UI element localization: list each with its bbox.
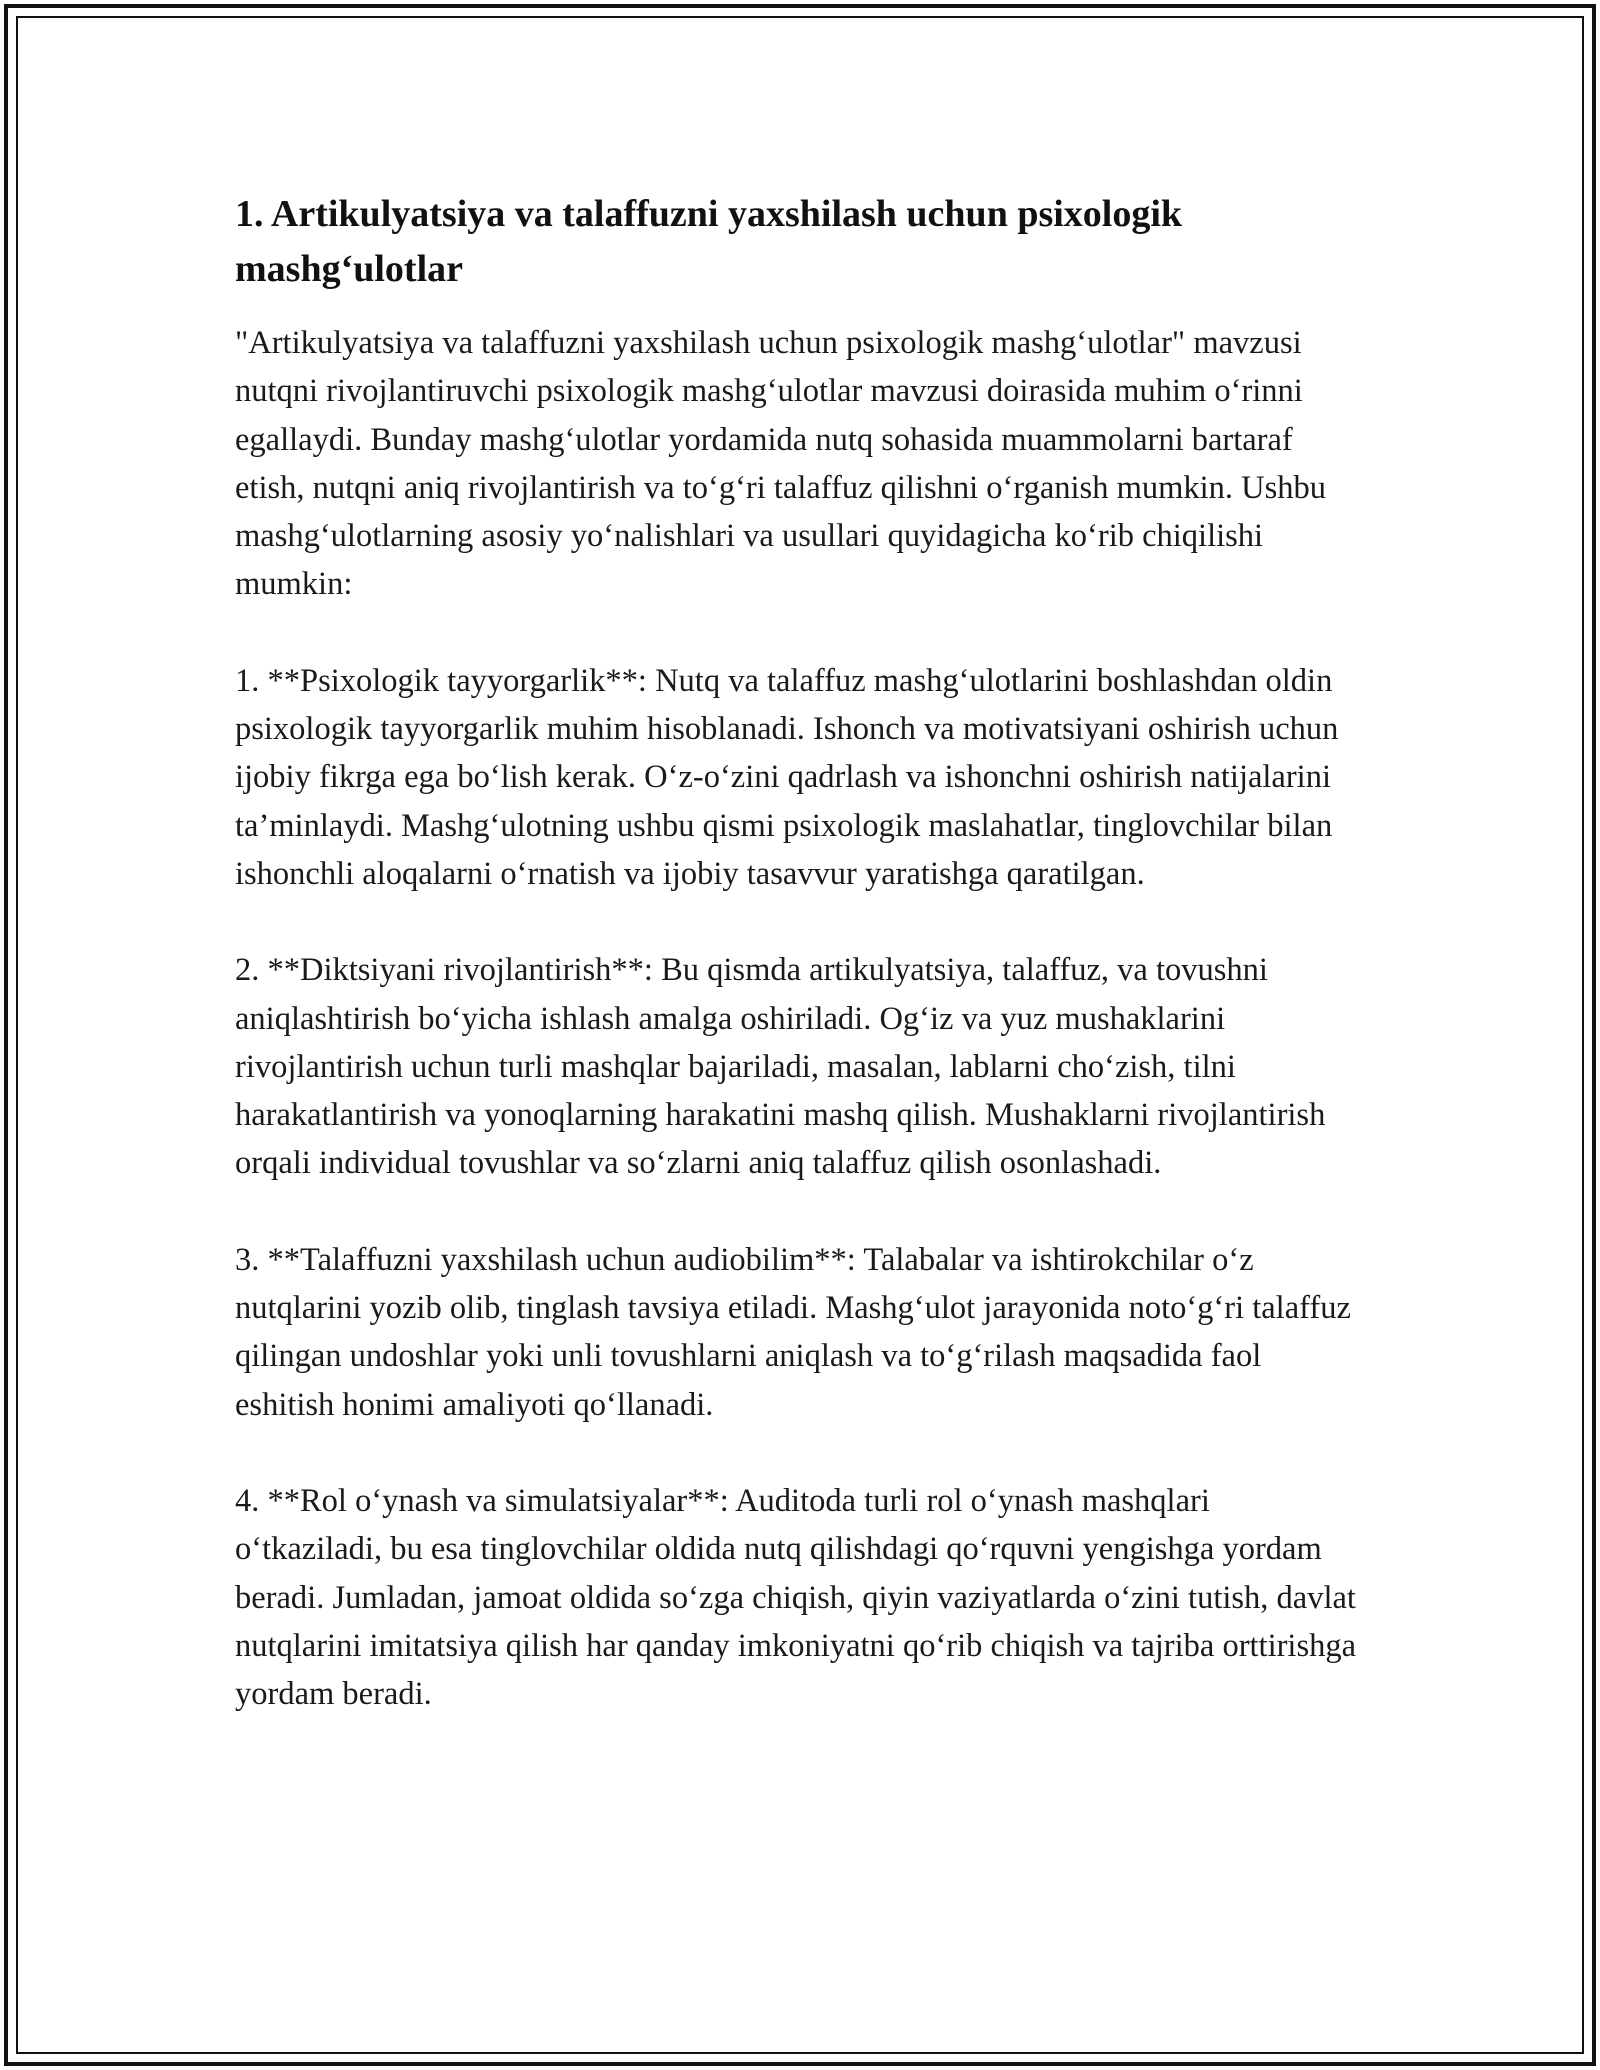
list-item-psixologik-tayyorgarlik: 1. **Psixologik tayyorgarlik**: Nutq va talaffuz mashg‘ulotlarini boshlashdan oldin psixologik tayyorgarlik muhim hisoblanadi. Ishonch va motivatsiyani oshirish uchun ijobiy fikrga ega bo‘lish kerak. O‘z-o‘zini qadrlash va ishonchni oshirish natijalarini ta’minlaydi. Mashg‘ulotning ushbu qismi psixologik maslahatlar, tinglovchilar bilan ishonchli aloqalarni o‘rnatish va ijobiy tasavvur yaratishga qaratilgan. [235,662,1339,892]
document-body [235,187,1365,1718]
page-title: 1. Artikulyatsiya va talaffuzni yaxshilash uchun psixologik mashg‘ulotlar [235,193,1183,290]
list-item-audiobilim: 3. **Talaffuzni yaxshilash uchun audiobilim**: Talabalar va ishtirokchilar o‘z nutqlarini yozib olib, tinglash tavsiya etiladi. Mashg‘ulot jarayonida noto‘g‘ri talaffuz qilingan undoshlar yoki unli tovushlarni aniqlash va to‘g‘rilash maqsadida faol eshitish honimi amaliyoti qo‘llanadi. [235,1241,1351,1423]
list-item-rol-oynash: 4. **Rol o‘ynash va simulatsiyalar**: Auditoda turli rol o‘ynash mashqlari o‘tkaziladi, bu esa tinglovchilar oldida nutq qilishdagi qo‘rquvni yengishga yordam beradi. Jumladan, jamoat oldida so‘zga chiqish, qiyin vaziyatlarda o‘zini tutish, davlat nutqlarini imitatsiya qilish har qanday imkoniyatni qo‘rib chiqish va tajriba orttirishga yordam beradi. [235,1482,1357,1713]
intro-paragraph: "Artikulyatsiya va talaffuzni yaxshilash uchun psixologik mashg‘ulotlar" mavzusi nutqni rivojlantiruvchi psixologik mashg‘ulotlar mavzusi doirasida muhim o‘rinni egallaydi. Bunday mashg‘ulotlar yordamida nutq sohasida muammolarni bartaraf etish, nutqni aniq rivojlantirish va to‘g‘ri talaffuz qilishni o‘rganish mumkin. Ushbu mashg‘ulotlarning asosiy yo‘nalishlari va usullari quyidagicha ko‘rib chiqilishi mumkin: [235,325,1327,603]
list-item-diktsiyani-rivojlantirish: 2. **Diktsiyani rivojlantirish**: Bu qismda artikulyatsiya, talaffuz, va tovushni aniqlashtirish bo‘yicha ishlash amalga oshiriladi. Og‘iz va yuz mushaklarini rivojlantirish uchun turli mashqlar bajariladi, masalan, lablarni cho‘zish, tilni harakatlantirish va yonoqlarning harakatini mashq qilish. Mushaklarni rivojlantirish orqali individual tovushlar va so‘zlarni aniq talaffuz qilish osonlashadi. [235,952,1326,1182]
